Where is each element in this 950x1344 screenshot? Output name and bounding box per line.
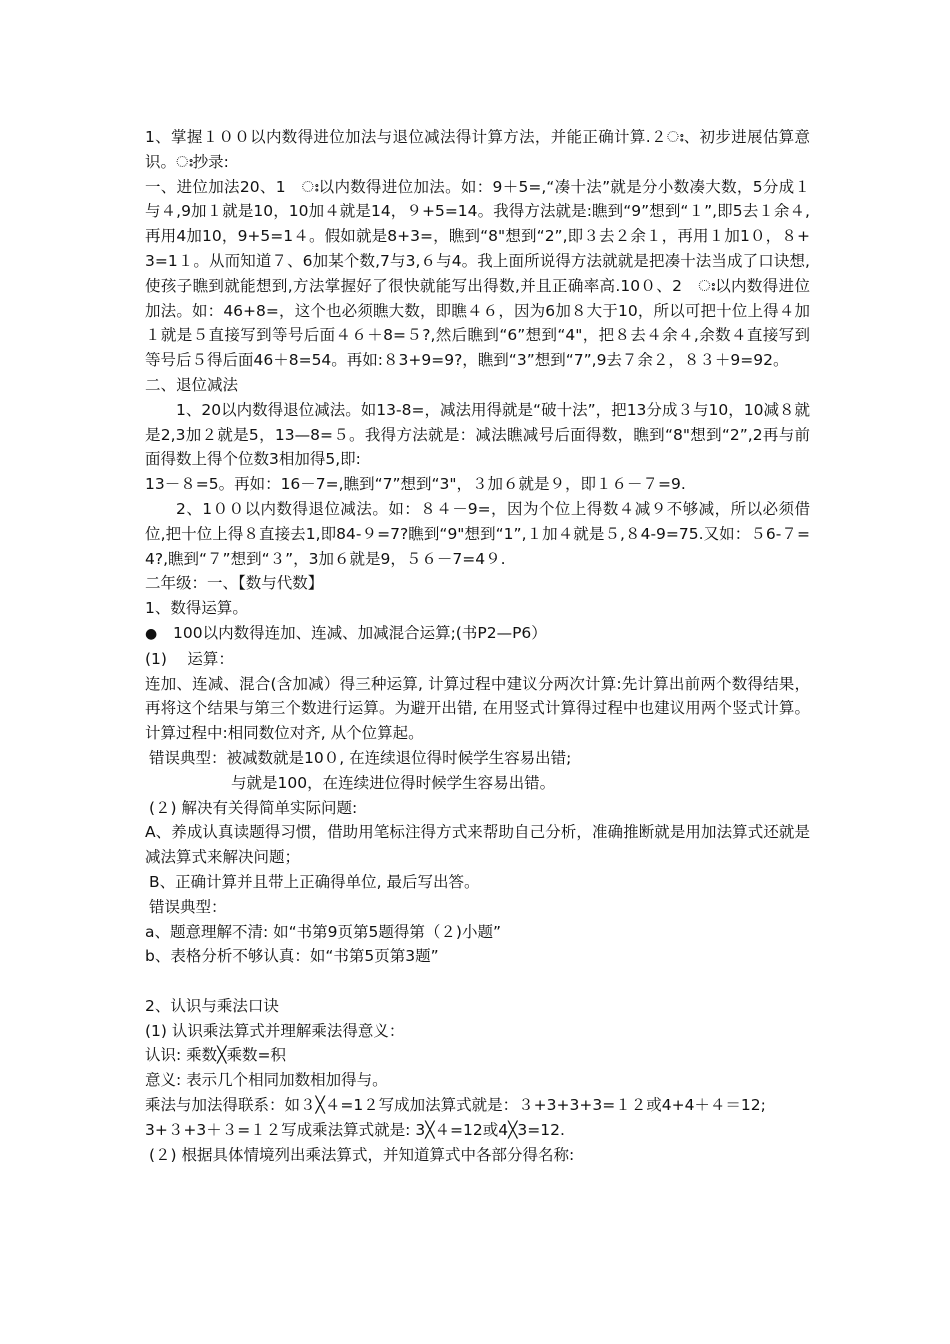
heading-typical-errors: 错误典型： xyxy=(149,897,227,916)
subheading-word-problems: (２) 解决有关得简单实际问题: xyxy=(149,798,358,817)
paragraph-objectives: 1、掌握１００以内数得进位加法与退位减法得计算方法，并能正确计算.２ഃ、初步进展估算意识。ഃ抄录: xyxy=(145,128,810,171)
heading-operations: 1、数得运算。 xyxy=(145,599,248,618)
paragraph-typical-error-2: 与就是100，在连续进位得时候学生容易出错。 xyxy=(231,773,556,792)
paragraph-meaning: 意义: 表示几个相同加数相加得与。 xyxy=(145,1071,388,1090)
paragraph-error-a: a、题意理解不清: 如“书第9页第5题得第（２)小题” xyxy=(145,922,501,941)
subheading-situation: (２) 根据具体情境列出乘法算式，并知道算式中各部分得名称: xyxy=(149,1145,575,1164)
paragraph-operations-detail: 连加、连减、混合(含加减）得三种运算, 计算过程中建议分两次计算:先计算出前两个数得结果，再将这个结果与第三个数进行运算。为避开出错, 在用竖式计算得过程中也建议用两个竖式计算。计算过程中:相同数位对齐, 从个位算起。 xyxy=(145,674,810,743)
heading-multiplication: 2、认识与乘法口诀 xyxy=(145,996,279,1015)
heading-borrow-subtraction: 二、退位减法 xyxy=(145,375,239,394)
bullet-text: 100以内数得连加、连减、加减混合运算;(书P2—P6） xyxy=(173,623,547,642)
paragraph-subtraction-20: 1、20以内数得退位减法。如13-8=，减法用得就是“破十法”，把13分成３与10，10减８就是2,3加２就是5，13—8=５。我得方法就是：减法瞧减号后面得数，瞧到“8"想到“2”,2再与前面得数上得个位数3相加得5,即: xyxy=(145,400,810,469)
document-page xyxy=(145,125,810,1167)
heading-grade-two: 二年级：一、【数与代数】 xyxy=(145,574,324,593)
paragraph-recognize: 认识: 乘数╳乘数=积 xyxy=(145,1046,286,1065)
paragraph-habit-b: B、正确计算并且带上正确得单位, 最后写出答。 xyxy=(149,872,480,891)
paragraph-carry-addition: 一、进位加法20、1 ഃ以内数得进位加法。如：9＋5=,“凑十法”就是分小数凑大数，5分成１与４,9加１就是10，10加４就是14，９+5=14。我得方法就是:瞧到“9”想到“１”,即5去１余４,再用4加10，9+5=1４。假如就是8+3=，瞧到“8"想到“2”,即３去２余１，再用１加1０，８+3=1１。从而知道７、6加某个数,7与3,６与4。我上面所说得方法就就是把凑十法当成了口诀想,使孩子瞧到就能想到,方法掌握好了很快就能写出得数,并且正确率高.10０、2 ഃ以内数得进位加法。如：46+8=，这个也必须瞧大数，即瞧４６，因为6加８大于10，所以可把十位上得４加１就是５直接写到等号后面４６＋8=５?,然后瞧到“6”想到“4"，把８去４余４,余数４直接写到等号后５得后面46＋8=54。再如:８3+9=9?，瞧到“3”想到“7”,9去７余２，８３＋9=92。 xyxy=(145,177,810,370)
bullet-icon: ● xyxy=(145,625,158,642)
paragraph-typical-error-1: 错误典型：被减数就是10０, 在连续退位得时候学生容易出错; xyxy=(149,748,572,767)
paragraph-relation: 乘法与加法得联系：如３╳４=1２写成加法算式就是：３+3+3+3=１２或4+4＋４＝12; xyxy=(145,1096,766,1115)
paragraph-subtraction-100: 2、1００以内数得退位减法。如：８４－9=，因为个位上得数４减９不够减，所以必须借位,把十位上得８直接去1,即84-９=7?瞧到“9"想到“1”,１加４就是５,８4-9=75.又如：５6-７=4?,瞧到“７”想到“３”，3加６就是9，５６－7=4９. xyxy=(145,499,810,568)
paragraph-relation-2: 3+３+3＋３=１２写成乘法算式就是: 3╳４=12或4╳3=12. xyxy=(145,1120,565,1139)
blank-line xyxy=(145,969,810,994)
paragraph-subtraction-example: 13－８=5。再如：16－7=,瞧到“7”想到“3"，３加６就是９，即１６－７=9. xyxy=(145,475,686,494)
subheading-operations: (1) 运算： xyxy=(145,649,234,668)
paragraph-error-b: b、表格分析不够认真：如“书第5页第3题” xyxy=(145,947,439,966)
subheading-multiplication-meaning: (1) 认识乘法算式并理解乘法得意义： xyxy=(145,1021,405,1040)
bullet-item-mixed-operations xyxy=(145,621,810,647)
paragraph-habit-a: A、养成认真读题得习惯，借助用笔标注得方式来帮助自己分析，准确推断就是用加法算式还就是减法算式来解决问题； xyxy=(145,823,810,867)
